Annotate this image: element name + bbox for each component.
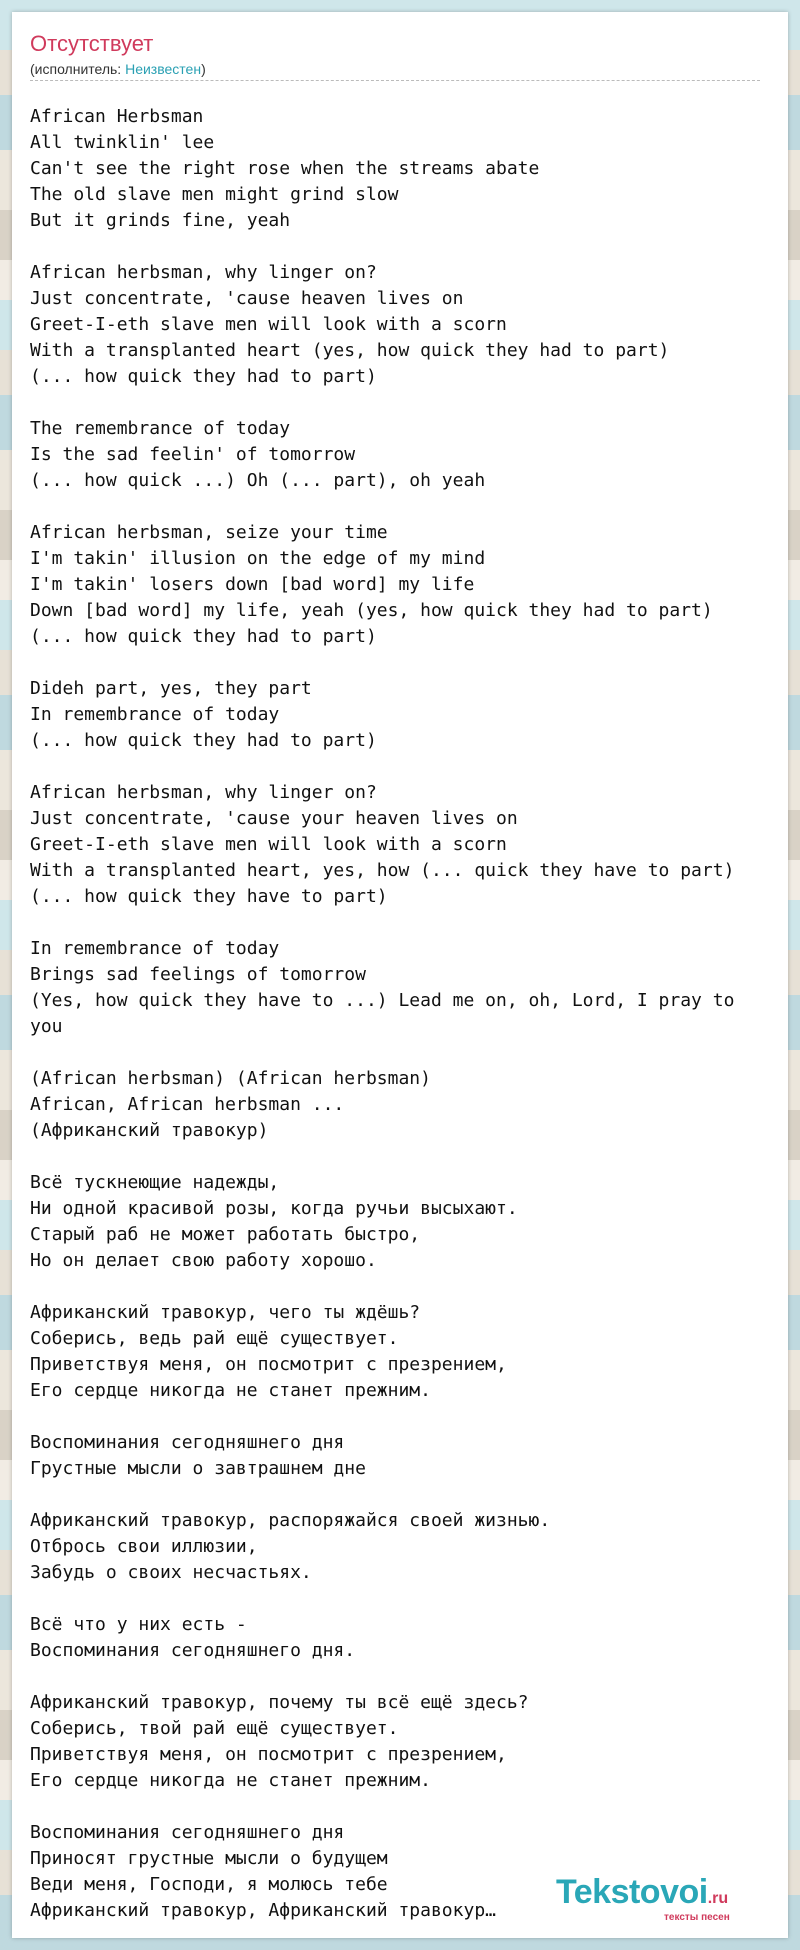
logo-name: Tekstovoi — [556, 1873, 708, 1911]
logo-tagline: тексты песен — [664, 1912, 730, 1923]
header-divider — [30, 80, 760, 81]
performer-prefix: (исполнитель: — [30, 61, 126, 77]
performer-line — [30, 59, 760, 79]
performer-suffix: ) — [201, 61, 206, 77]
lyrics-text: African Herbsman All twinklin' lee Can't see the right rose when the streams abate The old slave men might grind slow But it grinds fine, yeah African herbsman, why linger on? Just concentrate, 'cause heaven lives on Greet-I-eth slave men will look with a scorn With a transplanted heart (yes, how quick they had to part) (... how quick they had to part) The remembrance of today Is the sad feelin' of tomorrow (... how quick ...) Oh (... part), oh yeah African herbsman, seize your time I'm takin' illusion on the edge of my mind I'm takin' losers down [bad word] my life Down [bad word] my life, yeah (yes, how quick they had to part) (... how quick they had to part) Dideh part, yes, they part In remembrance of today (... how quick they had to part) African herbsman, why linger on? Just concentrate, 'cause your heaven lives on Greet-I-eth slave men will look with a scorn With a transplanted heart, yes, how (... quick they have to part) (... how quick they have to part) In remembrance of today Brings sad feelings of tomorrow (Yes, how quick they have to ...) Lead me on, oh, Lord, I pray to you (African herbsman) (African herbsman) African, African herbsman ... (Африканский травокур) Всё тускнеющие надежды, Ни одной красивой розы, когда ручьи высыхают. Старый раб не может работать быстро, Но он делает свою работу хорошо. Африканский травокур, чего ты ждёшь? Соберись, ведь рай ещё существует. Приветствуя меня, он посмотрит с презрением, Его сердце никогда не станет прежним. Воспоминания сегодняшнего дня Грустные мысли о завтрашнем дне Африканский травокур, распоряжайся своей жизнью. Отбрось свои иллюзии, Забудь о своих несчастьях. Всё что у них есть - Воспоминания сегодняшнего дня. Африканский травокур, почему ты всё ещё здесь? Соберись, твой рай ещё существует. Приветствуя меня, он посмотрит с презрением, Его сердце никогда не станет прежним. Воспоминания сегодняшнего дня Приносят грустные мысли о будущем Веди меня, Господи, я молюсь тебе Африканский травокур, Африканский травокур… — [30, 106, 735, 1921]
site-logo[interactable] — [556, 1874, 776, 1930]
song-header — [30, 30, 760, 79]
song-title: Отсутствует — [30, 31, 154, 56]
performer-link[interactable]: Неизвестен — [125, 61, 202, 77]
logo-tld: .ru — [707, 1890, 729, 1907]
